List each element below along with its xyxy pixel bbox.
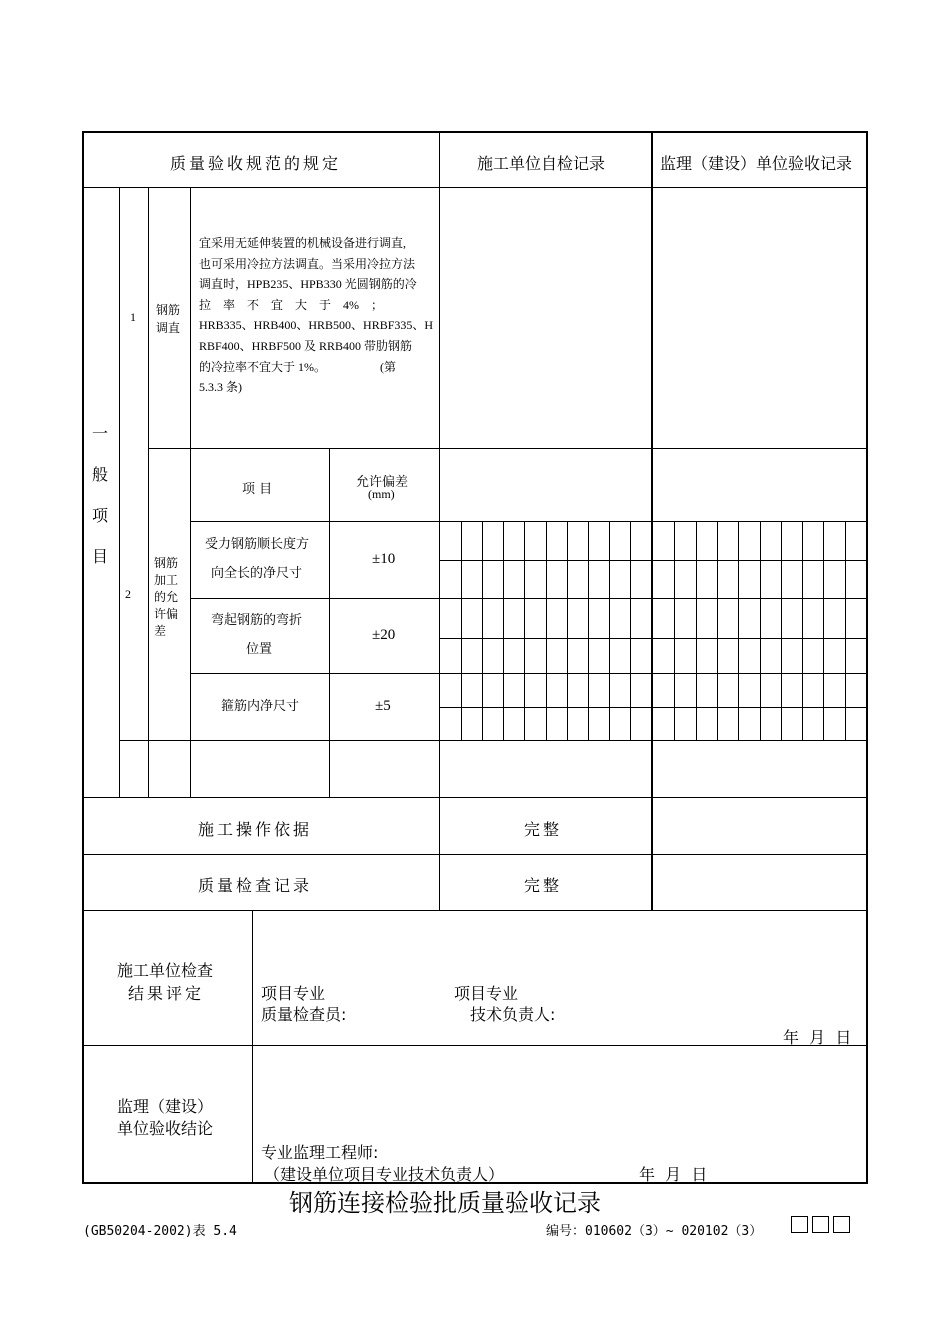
grid-line: [148, 448, 867, 449]
section-label-char: 一: [92, 424, 109, 443]
code-entry-box[interactable]: [791, 1216, 808, 1233]
grid-line: [83, 1045, 867, 1046]
straightening-spec-text: [199, 233, 433, 398]
grid-line: [119, 740, 867, 741]
spec-line: RBF400、HRBF500 及 RRB400 带肋钢筋: [199, 338, 413, 353]
cell-grid-line: [524, 521, 525, 740]
header-spec-column: 质量验收规范的规定: [170, 154, 342, 173]
supervision-date: 年 月 日: [639, 1165, 708, 1184]
item-name-line: 的允: [154, 590, 179, 604]
tolerance-value: ±20: [372, 627, 396, 643]
tolerance-row-label: 向全长的净尺寸: [211, 566, 303, 581]
cell-grid-line: [482, 521, 483, 740]
item-name-line: 调直: [156, 321, 181, 335]
cell-grid-line: [503, 521, 504, 740]
tolerance-row-label: 弯起钢筋的弯折: [211, 613, 303, 628]
inspector-role: 质量检查员:: [261, 1005, 347, 1024]
tech-lead-role: 项目专业: [454, 984, 519, 1003]
self-check-label: 结果评定: [128, 984, 205, 1003]
cell-grid-line: [781, 521, 782, 740]
grid-line: [651, 132, 653, 910]
code-entry-box[interactable]: [812, 1216, 829, 1233]
grid-line: [439, 132, 440, 910]
quality-record-value: 完整: [524, 876, 563, 895]
grid-line: [83, 910, 867, 911]
self-check-date: 年 月 日: [783, 1028, 852, 1047]
construction-basis-value: 完整: [524, 820, 563, 839]
spec-line: 5.3.3 条): [199, 380, 242, 395]
cell-grid-line: [609, 521, 610, 740]
cell-grid-line: [588, 521, 589, 740]
tolerance-row-label: 受力钢筋顺长度方: [205, 537, 310, 552]
cell-grid-line: [630, 521, 631, 740]
grid-line: [83, 797, 867, 798]
item-name-line: 钢筋: [154, 556, 179, 570]
standard-reference: (GB50204-2002)表 5.4: [83, 1224, 237, 1239]
supervision-engineer: 专业监理工程师:: [261, 1143, 379, 1162]
cell-grid-line: [802, 521, 803, 740]
form-code: 编号：010602（3）~ 020102（3）: [546, 1224, 763, 1239]
section-label-char: 般: [92, 465, 109, 484]
header-supervision-column: 监理（建设）单位验收记录: [660, 154, 853, 173]
tolerance-value: ±5: [375, 698, 391, 714]
item-name-line: 钢筋: [156, 303, 181, 317]
grid-line: [119, 187, 120, 797]
item-column-header: 项 目: [242, 482, 273, 497]
spec-line: 宜采用无延伸装置的机械设备进行调直,: [199, 236, 407, 250]
cell-grid-line: [845, 521, 846, 740]
spec-line: HRB335、HRB400、HRB500、HRBF335、H: [199, 318, 434, 333]
cell-grid-line: [696, 521, 697, 740]
grid-line: [190, 521, 867, 522]
supervision-label: 监理（建设）: [117, 1097, 214, 1116]
cell-grid-line: [717, 521, 718, 740]
cell-grid-line: [738, 521, 739, 740]
grid-line: [148, 187, 149, 797]
grid-line: [190, 598, 867, 599]
spec-line: 拉 率 不 宜 大 于 4% ；: [199, 297, 383, 312]
header-self-check-column: 施工单位自检记录: [477, 154, 606, 173]
code-entry-box[interactable]: [833, 1216, 850, 1233]
form-title: 钢筋连接检验批质量验收记录: [289, 1189, 601, 1217]
cell-grid-line: [461, 521, 462, 740]
spec-line: 也可采用冷拉方法调直。当采用冷拉方法: [199, 256, 416, 271]
cell-grid-line: [760, 521, 761, 740]
spec-line: 调直时，HPB235、HPB330 光圆钢筋的冷: [199, 277, 417, 292]
tech-lead-role: 技术负责人:: [470, 1005, 556, 1024]
tolerance-row-label: 箍筋内净尺寸: [221, 699, 300, 714]
tolerance-row-label: 位置: [246, 642, 273, 657]
cell-grid-line: [546, 521, 547, 740]
spec-line: 的冷拉率不宜大于 1%。 (第: [199, 359, 396, 374]
section-label-char: 项: [92, 506, 109, 525]
tolerance-column-header: 允许偏差: [356, 475, 409, 490]
tolerance-value: ±10: [372, 551, 396, 567]
construction-basis-label: 施工操作依据: [198, 820, 313, 839]
supervision-label: 单位验收结论: [117, 1119, 214, 1138]
grid-line: [252, 910, 253, 1183]
cell-grid-line: [567, 521, 568, 740]
grid-line: [190, 187, 191, 797]
item-name-line: 差: [154, 624, 167, 638]
quality-record-label: 质量检查记录: [198, 876, 313, 895]
section-label-char: 目: [92, 547, 109, 566]
cell-grid-line: [674, 521, 675, 740]
self-check-label: 施工单位检查: [117, 961, 214, 980]
grid-line: [83, 187, 867, 188]
item-name-line: 加工: [154, 573, 179, 587]
grid-line: [83, 854, 867, 855]
owner-tech-lead: （建设单位项目专业技术负责人）: [264, 1165, 505, 1184]
cell-grid-line: [823, 521, 824, 740]
code-entry-boxes: [791, 1216, 850, 1233]
inspector-role: 项目专业: [261, 984, 326, 1003]
item-name-line: 许偏: [154, 607, 179, 621]
item-number: 1: [130, 310, 136, 324]
grid-line: [190, 673, 867, 674]
item-number: 2: [125, 587, 131, 601]
tolerance-unit: (mm): [368, 487, 395, 501]
grid-line: [329, 448, 330, 797]
